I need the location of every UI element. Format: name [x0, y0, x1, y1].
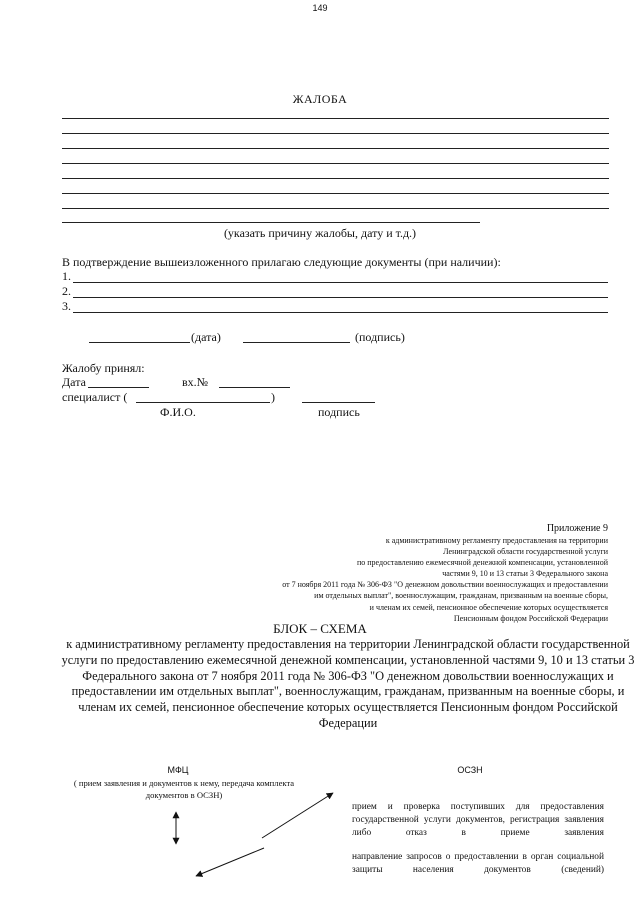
page-number: 149	[312, 3, 328, 13]
oszn-step-reception-text: прием и проверка поступивших для предоставления государственной услуги документов, регистрация заявления либо отказ в приеме заявления	[352, 802, 604, 838]
appendix-line: Ленинградской области государственной услуги	[443, 547, 608, 557]
specialist-close: )	[271, 390, 275, 404]
date-field-label: Дата	[62, 375, 86, 389]
oszn-title: ОСЗН	[457, 765, 483, 775]
appendix-line: от 7 ноября 2011 года № 306-ФЗ "О денежном довольствии военнослужащих и предоставлении	[282, 580, 608, 590]
appendix-line: к административному регламенту предоставления на территории	[385, 536, 608, 545]
mfc-to-oszn-arrow	[262, 793, 333, 838]
attachment-number: 2.	[62, 284, 71, 298]
appendix-line: им отдельных выплат", военнослужащим, гражданам, призванным на военные сборы,	[314, 591, 608, 601]
appendix-line: частями 9, 10 и 13 статьи 3 Федерального закона	[442, 569, 608, 579]
block-scheme-intro: к административному регламенту предоставления на территории Ленинградской области государственной услуги по предоставлению ежемесячной денежной компенсации, установленной частями 9, 10 и 13 статьи 3 Федерального закона от 7 ноября 2011 года № 306-ФЗ "О денежном довольствии военнослужащих и предоставлении им отдельных выплат", военнослужащим, гражданам, призванным на военные сборы, и членам их семей, пенсионное обеспечение которых осуществляется Пенсионным фондом Российской Федерации	[61, 637, 635, 730]
mfc-title: МФЦ	[167, 765, 189, 775]
appendix-number: Приложение 9	[546, 523, 608, 534]
signature-caption: (подпись)	[355, 330, 405, 344]
sign-caption: подпись	[318, 405, 360, 419]
attachment-number: 1.	[62, 269, 71, 283]
appendix-line: и членам их семей, пенсионное обеспечение которых осуществляется	[369, 602, 608, 612]
reason-hint: (указать причину жалобы, дату и т.д.)	[223, 226, 417, 240]
oszn-step-requests-text: направление запросов о предоставлении в орган социальной защиты населения документов (сведений)	[352, 852, 604, 875]
attachment-number: 3.	[62, 299, 71, 313]
accepted-label: Жалобу принял:	[62, 361, 145, 375]
block-scheme-heading: БЛОК – СХЕМА	[273, 621, 367, 636]
fio-caption: Ф.И.О.	[160, 405, 196, 419]
oszn-to-mfc-arrow	[196, 848, 264, 876]
appendix-line: Пенсионным фондом Российской Федерации	[453, 613, 608, 623]
attachments-intro: В подтверждение вышеизложенного прилагаю следующие документы (при наличии):	[62, 255, 501, 269]
appendix-line: по предоставлению ежемесячной денежной компенсации, установленной	[356, 558, 608, 568]
date-caption: (дата)	[191, 330, 221, 344]
mfc-description: ( прием заявления и документов к нему, передача комплекта документов в ОСЗН)	[73, 778, 295, 800]
specialist-label: специалист (	[62, 390, 128, 404]
incoming-number-label: вх.№	[182, 375, 209, 389]
complaint-title: ЖАЛОБА	[292, 92, 348, 106]
